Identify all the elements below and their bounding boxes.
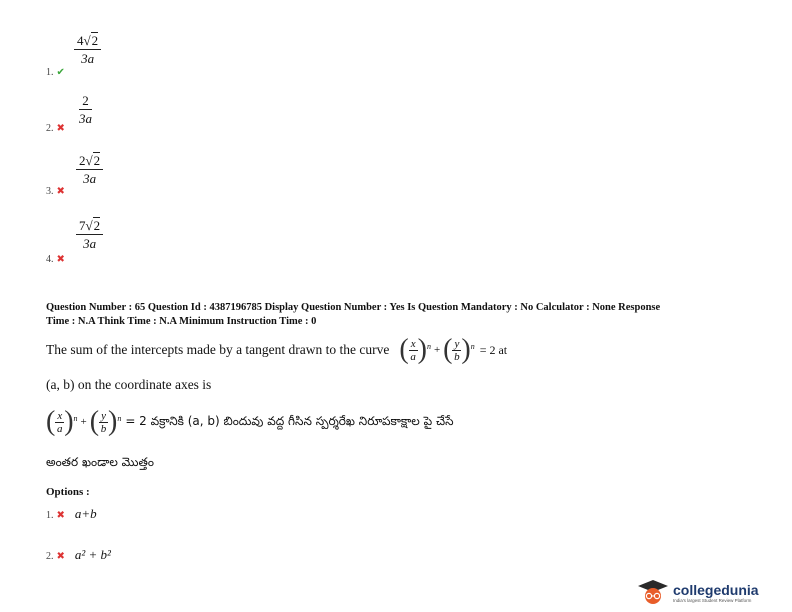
option-2[interactable]: 2. ✖ a² + b² [46, 547, 111, 562]
cross-icon: ✖ [56, 254, 65, 265]
question-meta: Question Number : 65 Question Id : 4387196785 Display Question Number : Yes Is Question Mandatory : No Calculator : None Response Time : N.A Think Time : N.A Minimum Instruction Time : 0 [46, 302, 661, 327]
question-text-te: ( x a ) n + ( y b ) n = 2 వక్రానికి (a, b) బిందువు వద్ద గీసిన స్పర్శరేఖ నిరూపకాక్షాల పై చేసే [46, 406, 454, 437]
question-text-en: The sum of the intercepts made by a tangent drawn to the curve ( x a ) n + ( y b ) n = 2 at [46, 334, 508, 365]
cross-icon: ✖ [56, 510, 65, 521]
options-label: Options : [46, 486, 90, 498]
cross-icon: ✖ [56, 123, 65, 134]
curve-formula: ( x a ) n + ( y b ) n [399, 334, 475, 365]
fraction: $\frac{2}{3a}$ [79, 93, 92, 126]
cross-icon: ✖ [56, 551, 65, 562]
check-icon: ✔ [56, 67, 65, 78]
option-1[interactable]: 1. ✖ a+b [46, 506, 97, 521]
cross-icon: ✖ [56, 186, 65, 197]
fraction: $\frac{7√2}{3a}$ [76, 219, 103, 251]
graduate-icon [636, 578, 670, 606]
fraction: $\frac{4√2}{3a}$ [74, 34, 101, 66]
fraction: $\frac{2√2}{3a}$ [76, 154, 103, 186]
curve-formula: ( x a ) n + ( y b ) n [46, 406, 122, 437]
collegedunia-logo: collegedunia India's largest Student Review Platform [636, 578, 759, 606]
question-text-te-line2: అంతర ఖండాల మొత్తం [46, 455, 154, 469]
question-text-en-line2: (a, b) on the coordinate axes is [46, 377, 212, 392]
